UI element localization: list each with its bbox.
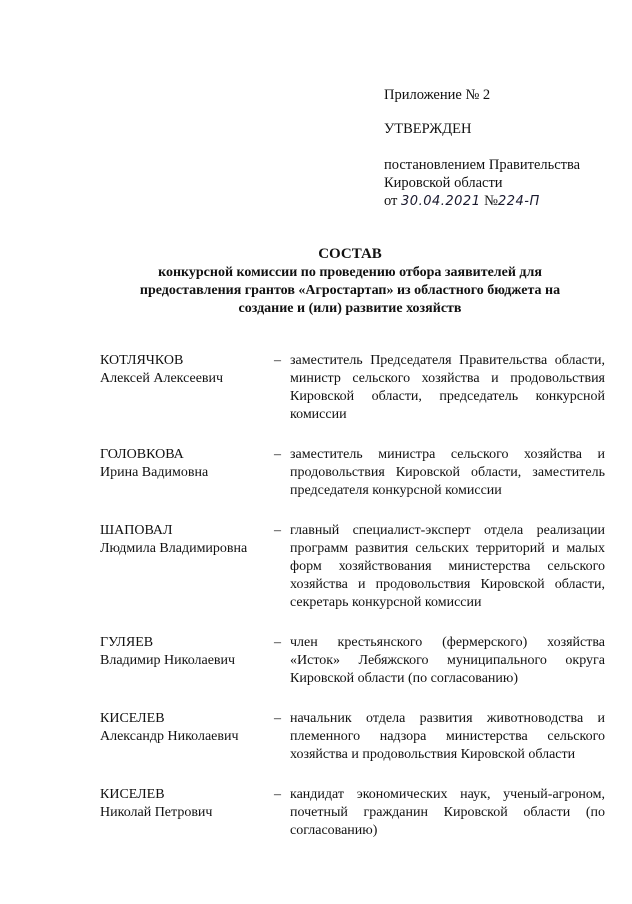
resolution-line-1: постановлением Правительства [384, 157, 581, 173]
title-line-1: конкурсной комиссии по проведению отбора заявителей для [158, 265, 542, 280]
member-surname: ШАПОВАЛ [100, 523, 173, 538]
appendix-label: Приложение № 2 [384, 87, 491, 103]
member-row [100, 522, 605, 612]
member-role: член крестьянского (фермерского) хозяйства «Исток» Лебяжского муниципального округа Кировской области (по согласованию) [290, 635, 605, 686]
member-row [100, 352, 605, 424]
member-list [100, 352, 605, 862]
resolution-date-line [384, 192, 614, 211]
member-row [100, 710, 605, 764]
handwritten-number: 224-П [497, 194, 540, 209]
member-name [100, 710, 270, 764]
member-row [100, 446, 605, 500]
member-name [100, 446, 270, 500]
handwritten-date: 30.04.2021 [401, 194, 481, 209]
member-role: главный специалист-эксперт отдела реализации программ развития сельских территорий и малых форм хозяйствования министерства сельского хозяйства и продовольствия Кировской области, секретарь конкурсной комиссии [290, 523, 605, 610]
member-dash: – [274, 711, 281, 726]
title-main: СОСТАВ [318, 246, 382, 262]
member-role: начальник отдела развития животноводства и племенного надзора министерства сельского хозяйства и продовольствия Кировской области [290, 711, 605, 762]
document-title [60, 245, 632, 318]
member-surname: КИСЕЛЕВ [100, 711, 165, 726]
member-surname: КОТЛЯЧКОВ [100, 353, 184, 368]
title-line-2: предоставления грантов «Агростартап» из областного бюджета на [139, 283, 561, 298]
date-prefix: от [384, 193, 398, 209]
member-surname: ГУЛЯЕВ [100, 635, 154, 650]
member-given-name: Людмила Владимировна [100, 541, 248, 556]
member-dash: – [274, 353, 281, 368]
approval-block [384, 86, 614, 211]
member-row [100, 634, 605, 688]
member-given-name: Александр Николаевич [100, 729, 239, 744]
member-dash: – [274, 523, 281, 538]
member-name [100, 522, 270, 612]
number-prefix: № [484, 193, 498, 209]
member-dash: – [274, 787, 281, 802]
member-role: заместитель министра сельского хозяйства и продовольствия Кировской области, заместитель председателя конкурсной комиссии [290, 447, 605, 498]
member-given-name: Владимир Николаевич [100, 653, 236, 668]
member-given-name: Ирина Вадимовна [100, 465, 209, 480]
member-name [100, 352, 270, 424]
approved-label: УТВЕРЖДЕН [384, 121, 472, 137]
member-dash: – [274, 447, 281, 462]
member-given-name: Алексей Алексеевич [100, 371, 224, 386]
member-name [100, 786, 270, 840]
member-surname: КИСЕЛЕВ [100, 787, 165, 802]
member-role: кандидат экономических наук, ученый-агроном, почетный гражданин Кировской области (по согласованию) [290, 787, 605, 838]
title-line-3: создание и (или) развитие хозяйств [238, 301, 462, 316]
resolution-line-2: Кировской области [384, 175, 503, 191]
member-role: заместитель Председателя Правительства области, министр сельского хозяйства и продовольствия Кировской области, председатель конкурсной комиссии [290, 353, 605, 422]
member-surname: ГОЛОВКОВА [100, 447, 184, 462]
member-name [100, 634, 270, 688]
member-given-name: Николай Петрович [100, 805, 213, 820]
member-row [100, 786, 605, 840]
member-dash: – [274, 635, 281, 650]
